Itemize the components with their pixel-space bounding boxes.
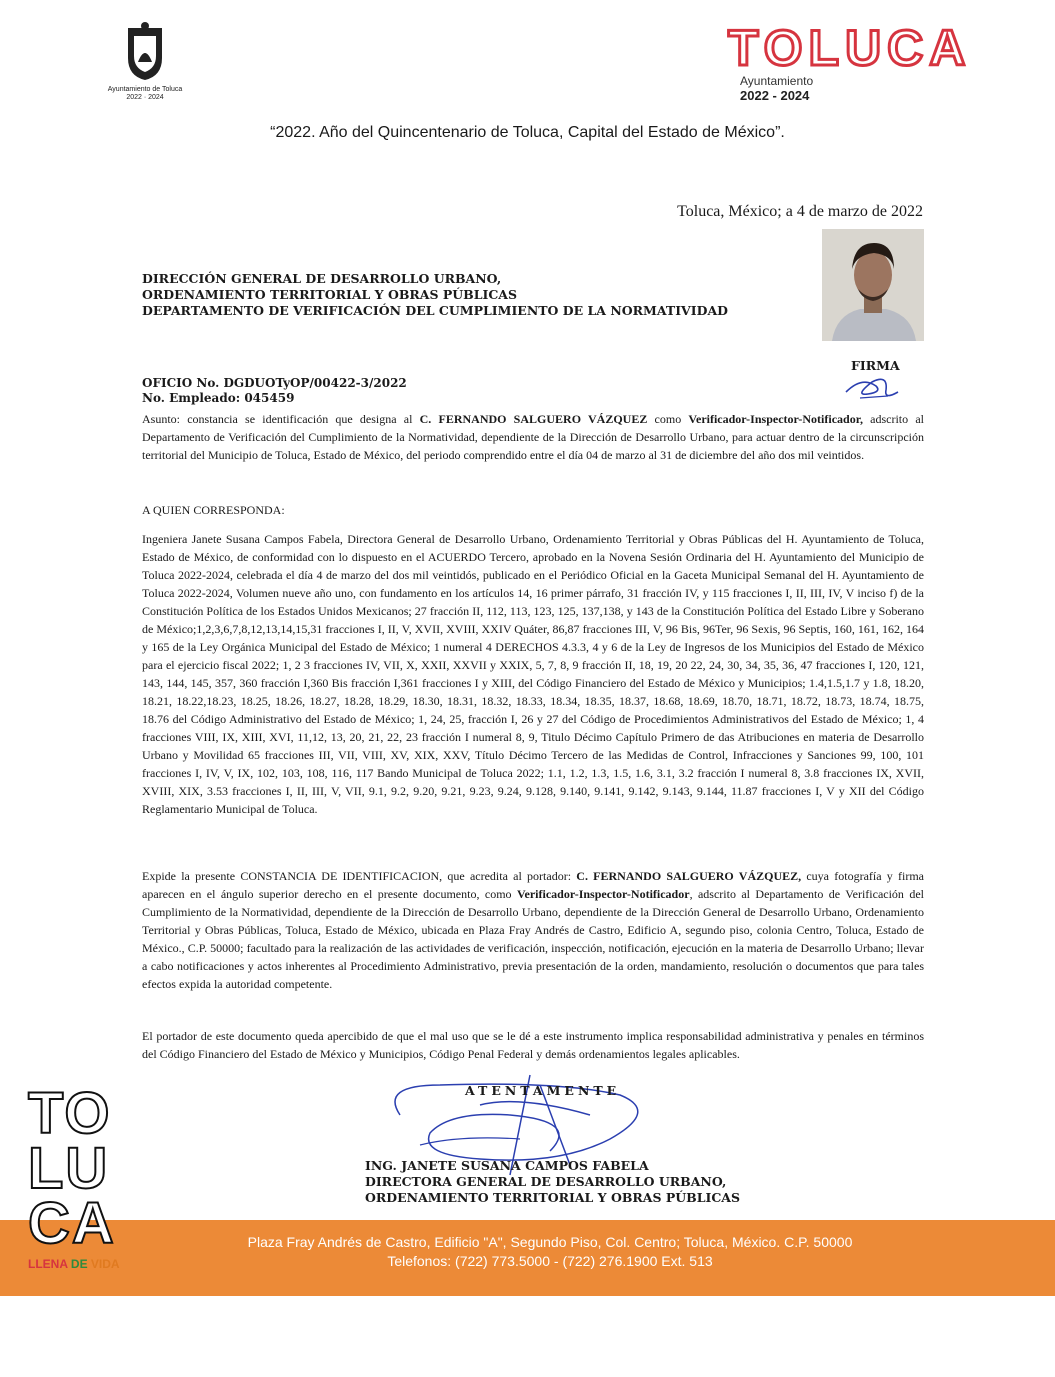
asunto-text-2: como xyxy=(647,412,689,426)
logo-ayuntamiento: Ayuntamiento xyxy=(740,74,814,88)
holder-signature-icon xyxy=(842,372,902,404)
crest-shield-icon xyxy=(122,22,168,82)
asunto-text-1: Asunto: constancia se identificación que designa al xyxy=(142,412,420,426)
tagline-vida: VIDA xyxy=(90,1257,120,1271)
id-photo xyxy=(822,229,924,341)
expide-holder-name: C. FERNANDO SALGUERO VÁZQUEZ, xyxy=(576,869,802,883)
expide-text-3: , adscrito al Departamento de Verificación del Cumplimiento de la Normatividad, dependiente de la Dirección de Desarrollo Urbano, dependiente de la Dirección General de Desarrollo Urbano, Ordenamiento Territorial y Obras Públicas, Toluca, Estado de México, ubicada en Plaza Fray Andrés de Castro, Edificio A, segundo piso, colonia Centro, Toluca, Estado de México., C.P. 50000; facultado para la realización de las actividades de verificación, inspección, notificación, ejecución en la materia de Desarrollo Urbano; llevar a cabo notificaciones y actos inherentes al Procedimiento Administrativo, previa presentación de la orden, mandamiento, resolución o documentos que para tales efectos expida la autoridad competente. xyxy=(142,887,924,991)
footer-phone-line: Telefonos: (722) 773.5000 - (722) 276.1900 Ext. 513 xyxy=(387,1253,713,1269)
warning-paragraph: El portador de este documento queda apercibido de que el mal uso que se le dé a este instrumento implica responsabilidad administrativa y penales en términos del Código Financiero del Estado de México y Municipios, Código Penal Federal y demás ordenamientos legales aplicables. xyxy=(142,1029,924,1061)
oficio-number: OFICIO No. DGDUOTyOP/00422-3/2022 xyxy=(142,376,407,390)
logo-wordmark: TOLUCA xyxy=(728,20,972,76)
crest-years: 2022 · 2024 xyxy=(126,94,164,101)
tagline-llena: LLENA xyxy=(28,1257,68,1271)
department-line-1: DIRECCIÓN GENERAL DE DESARROLLO URBANO, xyxy=(142,271,502,286)
year-motto: “2022. Año del Quincentenario de Toluca, Capital del Estado de México”. xyxy=(270,124,785,141)
expide-holder-role: Verificador-Inspector-Notificador xyxy=(516,887,690,901)
signer-block xyxy=(365,1158,740,1206)
employee-number: No. Empleado: 045459 xyxy=(142,391,295,405)
signer-name: ING. JANETE SUSANA CAMPOS FABELA xyxy=(365,1158,649,1173)
department-line-2: ORDENAMIENTO TERRITORIAL Y OBRAS PÚBLICAS xyxy=(142,287,518,302)
footer-address xyxy=(190,1233,910,1271)
holder-name: C. FERNANDO SALGUERO VÁZQUEZ xyxy=(419,412,648,426)
holder-role: Verificador-Inspector-Notificador, xyxy=(688,412,863,426)
footer-address-line: Plaza Fray Andrés de Castro, Edificio "A", Segundo Piso, Col. Centro; Toluca, México. C.P. 50000 xyxy=(247,1234,853,1250)
signer-title-1: DIRECTORA GENERAL DE DESARROLLO URBANO, xyxy=(365,1174,727,1189)
logo-period: 2022 - 2024 xyxy=(740,88,810,103)
legal-basis-paragraph: Ingeniera Janete Susana Campos Fabela, Directora General de Desarrollo Urbano, Ordenamiento Territorial y Obras Públicas del H. Ayuntamiento de Toluca, Estado de México, de conformidad con lo dispuesto en el ACUERDO Tercero, aprobado en la Novena Sesión Ordinaria del H. Ayuntamiento del Municipio de Toluca 2022-2024, celebrada el día 4 de marzo del dos mil veintidós, publicado en el Periódico Oficial en la Gaceta Municipal Semanal del H. Ayuntamiento de Toluca 2022-2024, Volumen nueve año uno, con fundamento en los artículos 14, 16 primer párrafo, 31 fracción IV, y 115 fracciones I, II, III, IV, V inciso f) de la Constitución Política de los Estados Unidos Mexicanos; 27 fracción II, 112, 113, 123, 125, 137,138, y 143 de la Constitución Política del Estado Libre y Soberano de México;1,2,3,6,7,8,12,13,14,15,31 fracciones I, II, V, XVII, XVIII, XXIV Quáter, 86,87 fracciones III, V, 96 Bis, 96Ter, 96 Sexis, 96 Septis, 160, 161, 162, 164 y 165 de la Ley Orgánica Municipal del Estado de México; 1 numeral 4 DERECHOS 4.3.3, 4 y 6 de la Ley de Ingresos de los Municipios del Estado de México para el ejercicio fiscal 2022; 1, 2 3 fracciones IV, VII, X, XXII, XXVII y XXIX, 5, 7, 8, 9 fracción II, 18, 19, 20 22, 24, 30, 34, 35, 36, 47 fracciones I, 120, 121, 143, 144, 145, 357, 360 fracción I,360 Bis fracción I,361 fracciones I y XIII, del Código Financiero del Estado de México y Municipios; 1.4,1.5,1.7 y 1.8, 18.20, 18.21, 18.22,18.23, 18.25, 18.26, 18.27, 18.28, 18.29, 18.30, 18.31, 18.32, 18.33, 18.34, 18.35, 18.37, 18.68, 18.69, 18.70, 18.71, 18.72, 18.73, 18.74, 18.75, 18.76 del Código Administrativo del Estado de México; 1, 24, 25, fracción I, 26 y 27 del Código de Procedimientos Administrativos del Estado de México; 1, 4 fracciones VIII, IX, XIII, XVI, 11,12, 13, 20, 21, 22, 23 fracción I numeral 8, 9, Titulo Décimo Capítulo Primero de das Atribuciones en materia de Desarrollo Urbano y Movilidad 65 fracciones III, VII, VIII, XV, XIX, XXV, Título Décimo Tercero de las Medidas de Control, Infracciones y Sanciones 99, 100, 101 fracciones I, IV, V, IX, 102, 103, 108, 116, 117 Bando Municipal de Toluca 2022; 1.1, 1.2, 1.3, 1.5, 1.6, 3.1, 3.2 fracción I numeral 8, 3.8 fracciones IX, XVII, XVIII, XIX, 3.53 fracciones I, II, III, V, VII, 9.1, 9.2, 9.20, 9.21, 9.23, 9.24, 9.128, 9.140, 9.141, 9.142, 9.143, 9.144, 11.87 fracciones I, V y XII del Código Reglamentario Municipal de Toluca. xyxy=(142,532,924,816)
side-logo-row-1: TO xyxy=(28,1081,112,1146)
toluca-logo xyxy=(728,22,988,103)
side-logo-tagline xyxy=(28,1257,160,1271)
date-line: Toluca, México; a 4 de marzo de 2022 xyxy=(677,203,923,220)
side-logo-row-2: LU xyxy=(28,1136,110,1201)
expide-text-1: Expide la presente CONSTANCIA DE IDENTIFICACION, que acredita al portador: xyxy=(142,869,577,883)
tagline-de: DE xyxy=(70,1257,88,1271)
expide-text-2: cuya fotografía y firma aparecen en el ángulo superior derecho en el presente documento, como xyxy=(142,869,925,901)
expide-paragraph xyxy=(142,867,924,993)
oficio-block xyxy=(142,376,407,406)
department-heading xyxy=(142,271,728,319)
asunto-text-3: adscrito al Departamento de Verificación del Cumplimiento de la Normatividad, dependiente de la Dirección de Desarrollo Urbano, para actuar dentro de la circunscripción territorial del Municipio de Toluca, Estado de México, del periodo comprendido entre el día 04 de marzo al 31 de diciembre del año dos mil veintidos. xyxy=(142,412,924,462)
crest-caption: Ayuntamiento de Toluca xyxy=(107,86,183,93)
department-line-3: DEPARTAMENTO DE VERIFICACIÓN DEL CUMPLIMIENTO DE LA NORMATIVIDAD xyxy=(142,303,728,318)
firma-label: FIRMA xyxy=(851,358,900,373)
asunto-paragraph xyxy=(142,410,924,464)
toluca-side-logo xyxy=(28,1081,160,1271)
atentamente-label: ATENTAMENTE xyxy=(465,1083,621,1098)
side-logo-row-3: CA xyxy=(28,1191,116,1256)
signer-title-2: ORDENAMIENTO TERRITORIAL Y OBRAS PÚBLICAS xyxy=(365,1190,741,1205)
municipal-crest xyxy=(100,22,190,106)
greeting: A QUIEN CORRESPONDA: xyxy=(142,503,285,517)
